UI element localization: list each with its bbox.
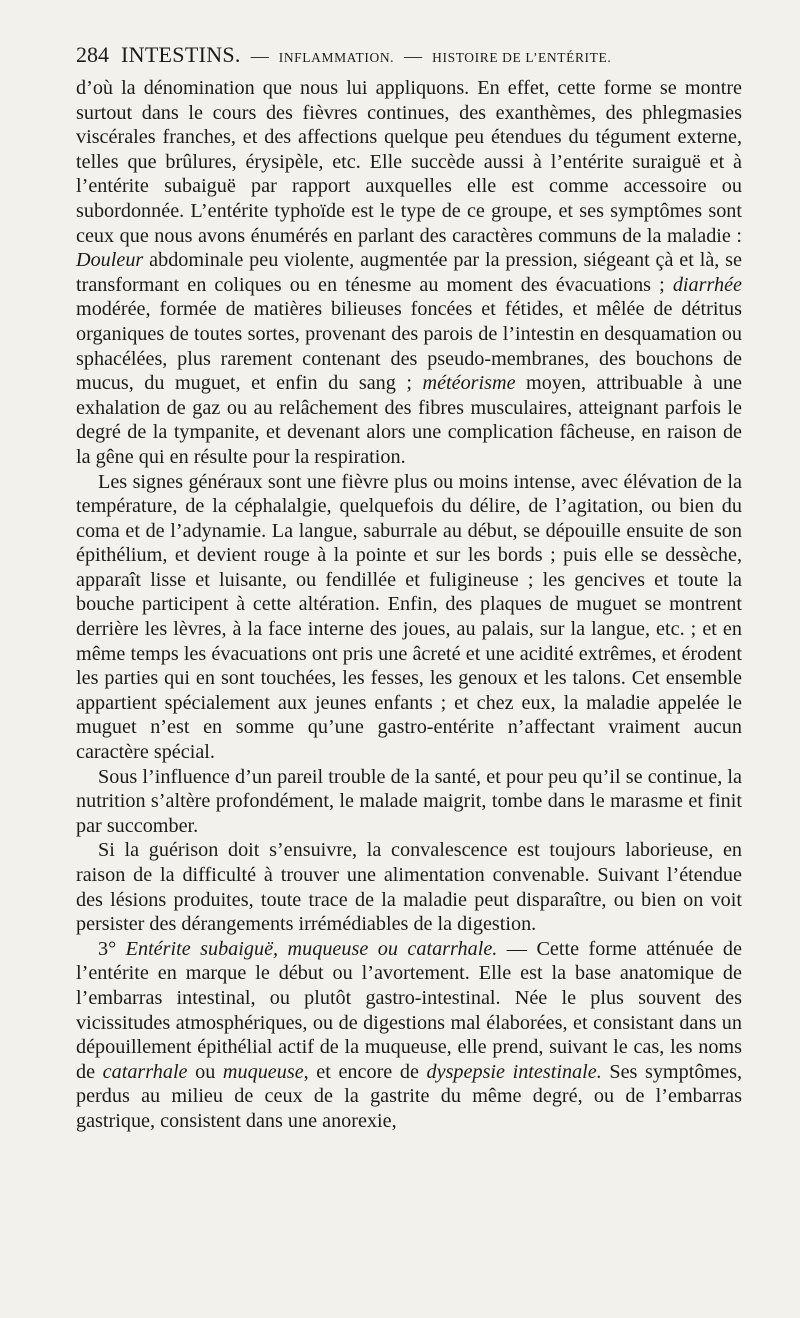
text-run: , et encore de xyxy=(303,1060,427,1083)
page-body xyxy=(76,76,742,1134)
text-run: abdominale peu violente, augmentée par la pression, siégeant çà et là, se transformant en coliques ou en ténesme au moment des évacuations ; xyxy=(76,249,742,296)
italic-run: Entérite subaiguë, muqueuse ou catarrhale. xyxy=(125,937,498,960)
text-run: Les signes généraux sont une fièvre plus ou moins intense, avec élévation de la température, de la céphalalgie, quelquefois du délire, de l’agitation, ou bien du coma et de l’adynamie. La langue, saburrale au début, se dépouille ensuite de son épithélium, et devient rouge à la pointe et sur les bords ; puis elle se dessèche, apparaît lisse et luisante, ou fendillée et fuligineuse ; les gencives et toute la bouche participent à cette altération. Enfin, des plaques de muguet se montrent derrière les lèvres, à la face interne des joues, au palais, sur la langue, etc. ; et en même temps les évacuations ont pris une âcreté et une acidité extrêmes, et érodent les parties qui en sont touchées, les fesses, les genoux et les talons. Cet ensemble appartient spécialement aux jeunes enfants ; et chez eux, la maladie appelée le muguet n’est en somme qu’une gastro-entérite n’affectant vraiment aucun caractère spécial. xyxy=(76,470,742,764)
header-separator: — xyxy=(404,46,423,66)
paragraph xyxy=(76,838,742,936)
text-run: moyen, attribuable à une exhalation de gaz ou au relâchement des fibres musculaires, atteignant parfois le degré de la tympanite, et devenant alors une complication fâcheuse, en raison de la gêne qui en résulte pour la respiration. xyxy=(76,372,743,468)
italic-run: météorisme xyxy=(422,372,516,395)
italic-run: muqueuse xyxy=(222,1060,304,1083)
text-run: Ses symptômes, perdus au milieu de ceux de la gastrite du même degré, ou de l’embarras gastrique, consistent dans une anorexie, xyxy=(76,1060,743,1132)
paragraph xyxy=(76,937,742,1134)
text-run: modérée, formée de matières bilieuses foncées et fétides, et mêlée de détritus organiques de toutes sortes, provenant des parois de l’intestin en desquamation ou sphacélées, plus rarement contenant des pseudo-membranes, des bouchons de mucus, du muguet, et enfin du sang ; xyxy=(76,298,742,395)
italic-run: diarrhée xyxy=(672,273,742,296)
text-run: — Cette forme atténuée de l’entérite en marque le début ou l’avortement. Elle est la base anatomique de l’embarras intestinal, ou plutôt gastro-intestinal. Née le plus souvent des vicissitudes atmosphériques, ou de digestions mal élaborées, et consistant dans un dépouillement épithélial actif de la muqueuse, elle prend, suivant le cas, les noms de xyxy=(76,937,742,1083)
italic-run: dyspepsie intestinale. xyxy=(426,1060,602,1083)
text-run: 3° xyxy=(98,937,126,960)
page-number: 284 xyxy=(76,42,109,67)
running-title-section: INFLAMMATION. xyxy=(278,50,395,65)
running-title-main: INTESTINS. xyxy=(121,42,241,67)
italic-run: catarrhale xyxy=(102,1060,188,1083)
paragraph xyxy=(76,765,742,839)
running-title-sub: HISTOIRE DE L’ENTÉRITE. xyxy=(432,50,612,65)
running-header xyxy=(76,42,742,68)
text-run: Si la guérison doit s’ensuivre, la convalescence est toujours laborieuse, en raison de la difficulté à trouver une alimentation convenable. Suivant l’étendue des lésions produites, toute trace de la maladie peut disparaître, ou bien on voit persister des dérangements irrémédiables de la digestion. xyxy=(76,839,742,936)
italic-run: Douleur xyxy=(76,249,144,272)
text-run: ou xyxy=(187,1060,223,1083)
paragraph xyxy=(76,76,742,470)
header-separator: — xyxy=(250,46,269,66)
paragraph xyxy=(76,470,742,765)
text-run: Sous l’influence d’un pareil trouble de la santé, et pour peu qu’il se continue, la nutrition s’altère profondément, le malade maigrit, tombe dans le marasme et finit par succomber. xyxy=(76,765,742,837)
text-run: d’où la dénomination que nous lui appliquons. En effet, cette forme se montre surtout dans le cours des fièvres continues, des exanthèmes, des phlegmasies viscérales franches, et des affections quelque peu étendues du tégument externe, telles que brûlures, érysipèle, etc. Elle succède aussi à l’entérite suraiguë et à l’entérite subaiguë par rapport auxquelles elle est comme accessoire ou subordonnée. L’entérite typhoïde est le type de ce groupe, et ses symptômes sont ceux que nous avons énumérés en parlant des caractères communs de la maladie : xyxy=(76,77,742,247)
